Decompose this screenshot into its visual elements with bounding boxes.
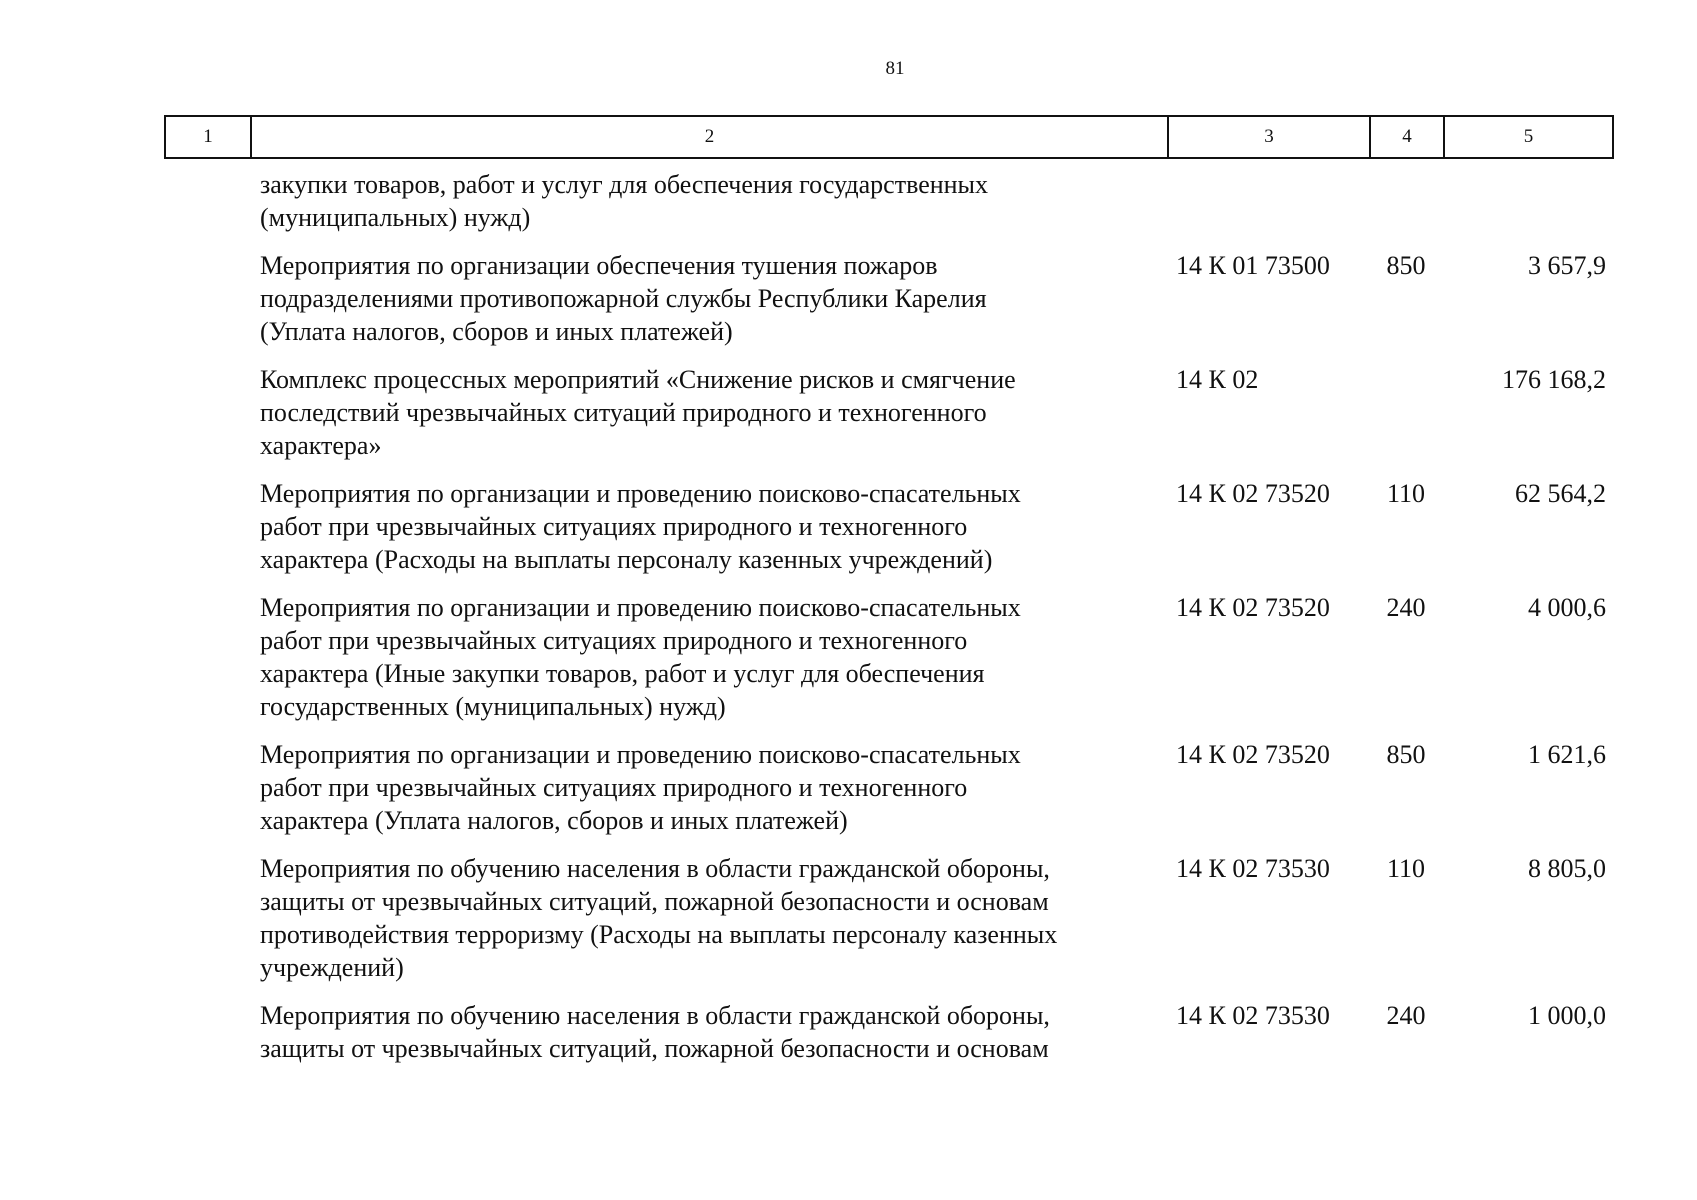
table-header	[164, 115, 1614, 159]
row-sum: 176 168,2	[1502, 365, 1606, 394]
row-code: 14 К 02 73530	[1176, 1001, 1330, 1030]
row-code	[1167, 168, 1369, 234]
description-line: работ при чрезвычайных ситуациях природного и техногенного	[260, 626, 968, 655]
description-line: Мероприятия по организации и проведению поисково-спасательных	[260, 593, 1021, 622]
row-code: 14 К 02 73520	[1176, 593, 1330, 622]
row-description	[164, 999, 1167, 1065]
table-row	[164, 477, 1614, 576]
header-col-3: 3	[1169, 117, 1371, 157]
header-col-4: 4	[1371, 117, 1445, 157]
table-row	[164, 591, 1614, 723]
row-sum: 1 621,6	[1528, 740, 1606, 769]
row-expense-type: 110	[1386, 854, 1426, 883]
header-col-2: 2	[252, 117, 1169, 157]
row-expense-type	[1369, 363, 1443, 462]
header-col-5: 5	[1523, 126, 1534, 147]
row-code: 14 К 02 73520	[1176, 479, 1330, 508]
row-sum: 8 805,0	[1528, 854, 1606, 883]
description-line: Мероприятия по организации и проведению поисково-спасательных	[260, 740, 1021, 769]
row-description	[164, 852, 1167, 984]
row-description	[164, 168, 1167, 234]
row-expense-type	[1369, 168, 1443, 234]
row-code: 14 К 02 73530	[1176, 854, 1330, 883]
row-code: 14 К 02	[1176, 365, 1259, 394]
description-line: противодействия терроризму (Расходы на выплаты персоналу казенных	[260, 920, 1058, 949]
description-line: характера (Уплата налогов, сборов и иных платежей)	[260, 806, 848, 835]
description-line: работ при чрезвычайных ситуациях природного и техногенного	[260, 773, 968, 802]
description-line: характера»	[260, 431, 382, 460]
table-row	[164, 999, 1614, 1065]
table-row	[164, 852, 1614, 984]
description-line: характера (Иные закупки товаров, работ и услуг для обеспечения	[260, 659, 985, 688]
row-description	[164, 363, 1167, 462]
header-col-1: 1	[166, 117, 252, 157]
row-expense-type: 110	[1386, 479, 1426, 508]
description-line: защиты от чрезвычайных ситуаций, пожарной безопасности и основам	[260, 1034, 1049, 1063]
table-row	[164, 738, 1614, 837]
description-line: подразделениями противопожарной службы Республики Карелия	[260, 284, 987, 313]
row-description	[164, 477, 1167, 576]
row-description	[164, 249, 1167, 348]
description-line: учреждений)	[260, 953, 404, 982]
description-line: защиты от чрезвычайных ситуаций, пожарной безопасности и основам	[260, 887, 1049, 916]
table-row	[164, 363, 1614, 462]
table-row	[164, 168, 1614, 234]
description-line: характера (Расходы на выплаты персоналу казенных учреждений)	[260, 545, 993, 574]
page-number: 81	[885, 58, 905, 79]
row-expense-type: 240	[1386, 1001, 1426, 1030]
table-body	[164, 168, 1614, 1080]
description-line: Мероприятия по организации обеспечения тушения пожаров	[260, 251, 938, 280]
description-line: последствий чрезвычайных ситуаций природного и техногенного	[260, 398, 987, 427]
description-line: работ при чрезвычайных ситуациях природного и техногенного	[260, 512, 968, 541]
row-sum	[1443, 168, 1614, 234]
table-row	[164, 249, 1614, 348]
description-line: (Уплата налогов, сборов и иных платежей)	[260, 317, 733, 346]
row-expense-type: 850	[1386, 251, 1426, 280]
row-sum: 3 657,9	[1528, 251, 1606, 280]
description-line: Мероприятия по обучению населения в области гражданской обороны,	[260, 854, 1050, 883]
description-line: Мероприятия по организации и проведению поисково-спасательных	[260, 479, 1021, 508]
row-code: 14 К 02 73520	[1176, 740, 1330, 769]
description-line: (муниципальных) нужд)	[260, 203, 531, 232]
row-expense-type: 850	[1386, 740, 1426, 769]
row-code: 14 К 01 73500	[1176, 251, 1330, 280]
row-sum: 1 000,0	[1528, 1001, 1606, 1030]
description-line: государственных (муниципальных) нужд)	[260, 692, 726, 721]
row-sum: 4 000,6	[1528, 593, 1606, 622]
description-line: Комплекс процессных мероприятий «Снижение рисков и смягчение	[260, 365, 1016, 394]
row-description	[164, 738, 1167, 837]
row-sum: 62 564,2	[1515, 479, 1606, 508]
row-expense-type: 240	[1386, 593, 1426, 622]
description-line: Мероприятия по обучению населения в области гражданской обороны,	[260, 1001, 1050, 1030]
row-description	[164, 591, 1167, 723]
description-line: закупки товаров, работ и услуг для обеспечения государственных	[260, 170, 989, 199]
